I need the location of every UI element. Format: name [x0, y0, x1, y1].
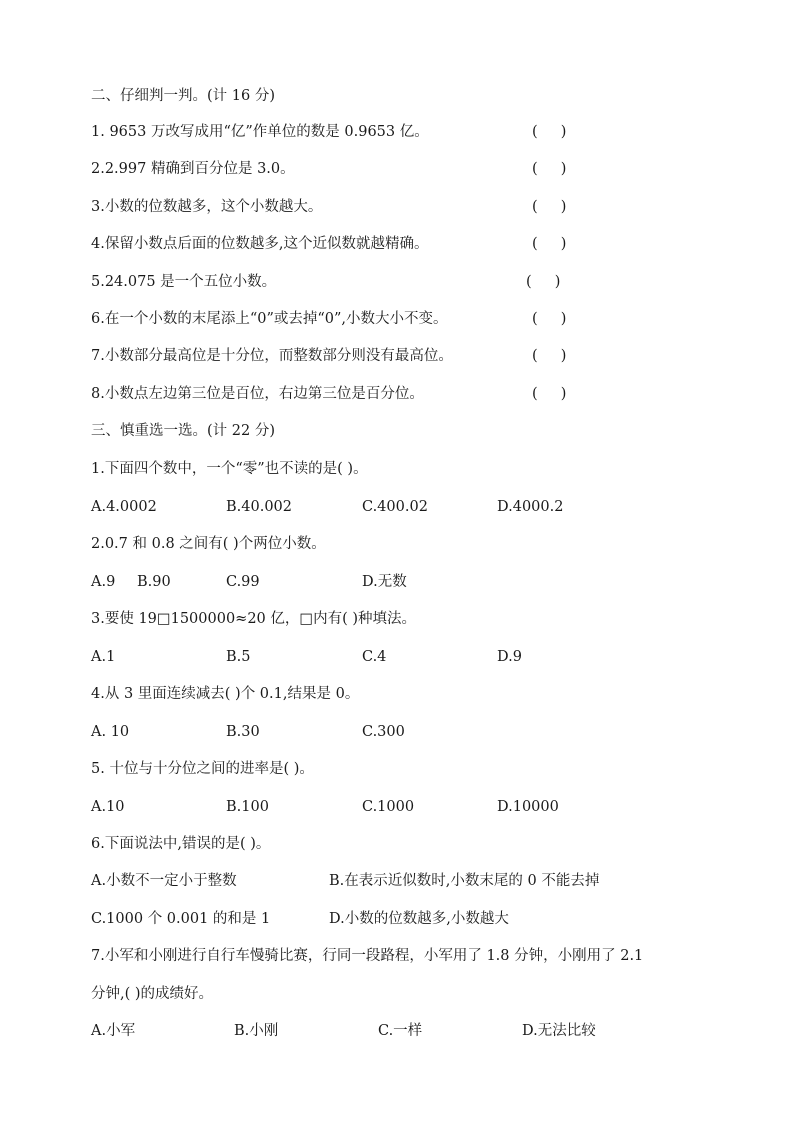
q6-option-a: A.小数不一定小于整数 — [91, 873, 237, 889]
q1-option-a: A.4.0002 — [91, 499, 157, 515]
choice-question-3: 3.要使 19□1500000≈20 亿，□内有( )种填法。 — [91, 611, 417, 627]
q3-option-c: C.4 — [362, 649, 387, 665]
answer-bracket-1: ( ) — [532, 124, 567, 140]
section2-heading: 二、仔细判一判。(计 16 分) — [91, 88, 275, 104]
q5-option-b: B.100 — [226, 799, 269, 815]
q7-option-a: A.小军 — [91, 1023, 136, 1039]
judge-item-6: 6.在一个小数的末尾添上“0”或去掉“0”,小数大小不变。 — [91, 311, 448, 327]
q1-option-b: B.40.002 — [226, 499, 293, 515]
choice-question-5: 5. 十位与十分位之间的进率是( )。 — [91, 761, 314, 777]
choice-question-2: 2.0.7 和 0.8 之间有( )个两位小数。 — [91, 536, 326, 552]
judge-item-7: 7.小数部分最高位是十分位，而整数部分则没有最高位。 — [91, 348, 453, 364]
q4-option-a: A. 10 — [91, 724, 130, 740]
q7-option-d: D.无法比较 — [522, 1023, 596, 1039]
q5-option-c: C.1000 — [362, 799, 415, 815]
answer-bracket-7: ( ) — [532, 348, 567, 364]
answer-bracket-3: ( ) — [532, 199, 567, 215]
choice-question-4: 4.从 3 里面连续减去( )个 0.1,结果是 0。 — [91, 686, 360, 702]
answer-bracket-8: ( ) — [532, 386, 567, 402]
q5-option-d: D.10000 — [497, 799, 559, 815]
judge-item-1: 1. 9653 万改写成用“亿”作单位的数是 0.9653 亿。 — [91, 124, 429, 140]
judge-item-3: 3.小数的位数越多，这个小数越大。 — [91, 199, 323, 215]
judge-item-2: 2.2.997 精确到百分位是 3.0。 — [91, 161, 295, 177]
q3-option-a: A.1 — [91, 649, 116, 665]
q2-option-b: B.90 — [137, 574, 171, 590]
judge-item-8: 8.小数点左边第三位是百位，右边第三位是百分位。 — [91, 386, 424, 402]
section3-heading: 三、慎重选一选。(计 22 分) — [91, 423, 275, 439]
q3-option-b: B.5 — [226, 649, 251, 665]
q5-option-a: A.10 — [91, 799, 125, 815]
q4-option-b: B.30 — [226, 724, 260, 740]
answer-bracket-5: ( ) — [526, 274, 561, 290]
choice-question-7: 7.小军和小刚进行自行车慢骑比赛，行同一段路程，小军用了 1.8 分钟，小刚用了 2.1 — [91, 948, 644, 964]
answer-bracket-4: ( ) — [532, 236, 567, 252]
judge-item-5: 5.24.075 是一个五位小数。 — [91, 274, 277, 290]
q6-option-d: D.小数的位数越多,小数越大 — [329, 911, 509, 927]
choice-question-7-cont: 分钟,( )的成绩好。 — [91, 986, 214, 1002]
q3-option-d: D.9 — [497, 649, 522, 665]
q1-option-c: C.400.02 — [362, 499, 428, 515]
answer-bracket-6: ( ) — [532, 311, 567, 327]
answer-bracket-2: ( ) — [532, 161, 567, 177]
q2-option-d: D.无数 — [362, 574, 407, 590]
q2-option-a: A.9 — [91, 574, 116, 590]
q2-option-c: C.99 — [226, 574, 260, 590]
q1-option-d: D.4000.2 — [497, 499, 564, 515]
q7-option-c: C.一样 — [378, 1023, 423, 1039]
q4-option-c: C.300 — [362, 724, 405, 740]
choice-question-1: 1.下面四个数中，一个“零”也不读的是( )。 — [91, 461, 368, 477]
q7-option-b: B.小刚 — [234, 1023, 279, 1039]
choice-question-6: 6.下面说法中,错误的是( )。 — [91, 836, 271, 852]
q6-option-b: B.在表示近似数时,小数末尾的 0 不能去掉 — [329, 873, 600, 889]
judge-item-4: 4.保留小数点后面的位数越多,这个近似数就越精确。 — [91, 236, 429, 252]
q6-option-c: C.1000 个 0.001 的和是 1 — [91, 911, 271, 927]
